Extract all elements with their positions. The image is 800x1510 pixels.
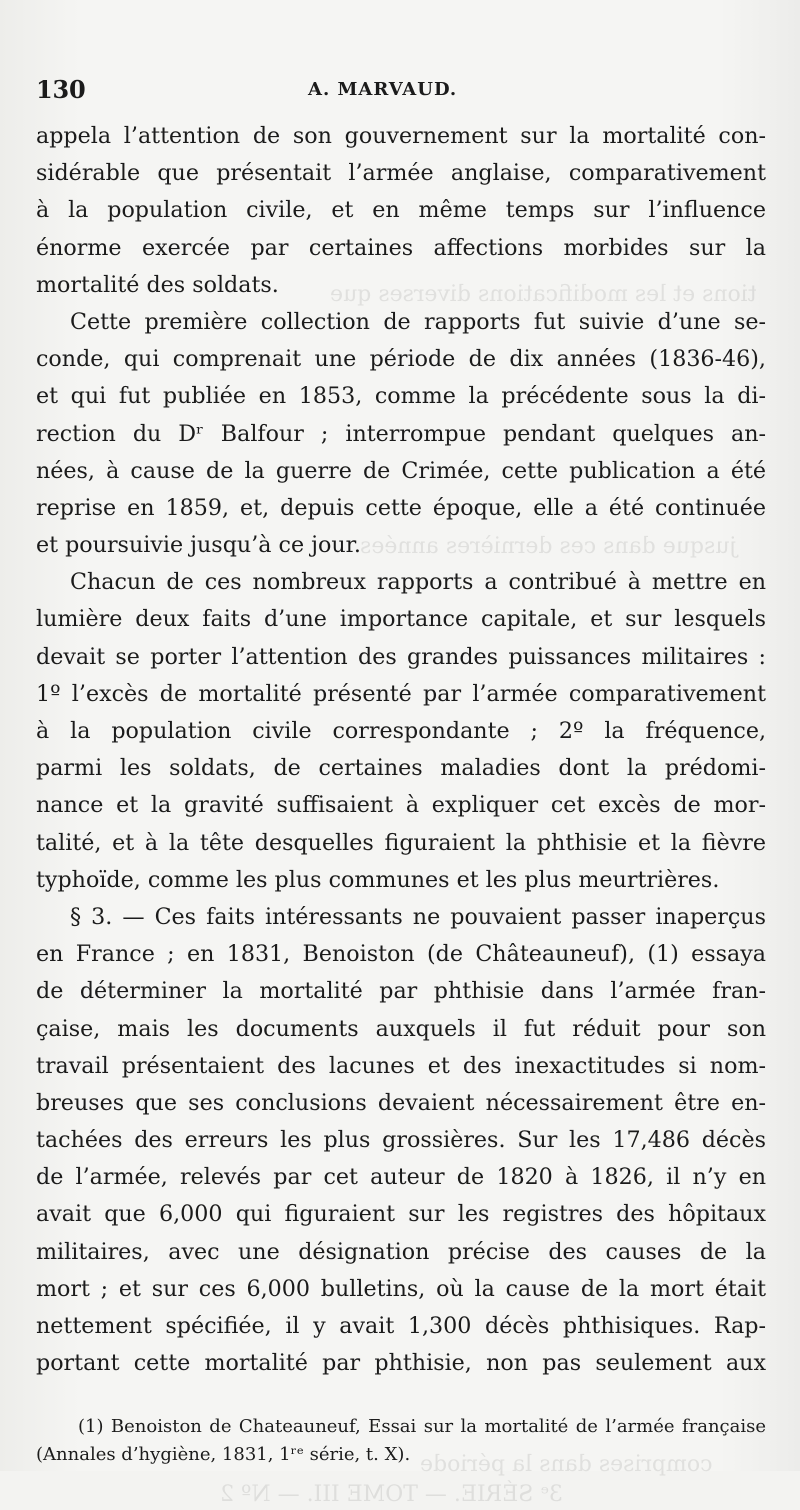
bleed-through-text: comprises dans la période (420, 1452, 713, 1477)
footnote-line: (1) Benoiston de Chateauneuf, Essai sur la mortalité de l’armée française (78, 1416, 766, 1437)
text-line: typhoïde, comme les plus communes et les plus meurtrières. (36, 866, 720, 893)
text-line: portant cette mortalité par phthisie, non pas seulement aux (36, 1350, 766, 1377)
text-line: de déterminer la mortalité par phthisie dans l’armée fran- (36, 978, 766, 1005)
text-line: mort ; et sur ces 6,000 bulletins, où la cause de la mort était (36, 1275, 766, 1302)
text-line: sidérable que présentait l’armée anglaise, comparativement (36, 160, 766, 187)
text-line: nées, à cause de la guerre de Crimée, cette publication a été (36, 457, 766, 484)
text-line: avait que 6,000 qui figuraient sur les registres des hôpitaux (36, 1201, 766, 1228)
text-line: mortalité des soldats. (36, 271, 279, 298)
text-line: à la population civile, et en même temps sur l’influence (36, 197, 766, 224)
text-line: parmi les soldats, de certaines maladies dont la prédomi- (36, 755, 766, 782)
text-line: appela l’attention de son gouvernement sur la mortalité con- (36, 123, 766, 149)
text-line: lumière deux faits d’une importance capitale, et sur lesquels (36, 606, 766, 633)
page-number: 130 (36, 75, 86, 104)
text-line: reprise en 1859, et, depuis cette époque, elle a été continuée (36, 494, 766, 521)
footnotes (36, 1413, 766, 1469)
footnote-line: (Annales d’hygiène, 1831, 1ʳᵉ série, t. X). (36, 1444, 411, 1465)
text-line: rection du Dʳ Balfour ; interrompue pendant quelques an- (36, 420, 766, 447)
text-line: travail présentaient des lacunes et des inexactitudes si nom- (36, 1052, 766, 1079)
text-line: en France ; en 1831, Benoiston (de Châteauneuf), (1) essaya (36, 941, 766, 968)
text-line: militaires, avec une désignation précise des causes de la (36, 1238, 766, 1265)
page-header (36, 74, 766, 106)
running-head: A. MARVAUD. (308, 79, 458, 100)
text-line: conde, qui comprenait une période de dix années (1836-46), (36, 346, 766, 373)
text-line: énorme exercée par certaines affections morbides sur la (36, 234, 766, 261)
text-line: Cette première collection de rapports fut suivie d’une se- (70, 308, 766, 335)
text-line: et qui fut publiée en 1853, comme la précédente sous la di- (36, 383, 766, 410)
text-line: tachées des erreurs les plus grossières. Sur les 17,486 décès (36, 1127, 766, 1154)
text-line: et poursuivie jusqu’à ce jour. (36, 532, 361, 559)
text-line: nance et la gravité suffisaient à expliquer cet excès de mor- (36, 792, 766, 819)
bleed-through-text: tions et les modifications diverses que (330, 282, 757, 307)
bleed-through-text: 3ᵉ SÉRIE. — TOME III. — Nº 2 (220, 1482, 563, 1507)
text-line: çaise, mais les documents auxquels il fut réduit pour son (36, 1015, 766, 1042)
text-line: talité, et à la tête desquelles figuraient la phthisie et la fièvre (36, 829, 766, 856)
text-line: 1º l’excès de mortalité présenté par l’armée comparativement (36, 680, 766, 707)
text-line: à la population civile correspondante ; 2º la fréquence, (36, 718, 766, 744)
bleed-through-text: jusque dans ces dernières années (360, 534, 737, 559)
text-line: Chacun de ces nombreux rapports a contribué à mettre en (70, 569, 766, 596)
text-line: breuses que ses conclusions devaient nécessairement être en- (36, 1089, 766, 1116)
body-text (36, 118, 766, 1382)
text-line: de l’armée, relevés par cet auteur de 1820 à 1826, il n’y en (36, 1164, 766, 1191)
text-line: § 3. — Ces faits intéressants ne pouvaient passer inaperçus (70, 903, 766, 930)
text-line: devait se porter l’attention des grandes puissances militaires : (36, 643, 766, 670)
text-line: nettement spécifiée, il y avait 1,300 décès phthisiques. Rap- (36, 1313, 766, 1339)
